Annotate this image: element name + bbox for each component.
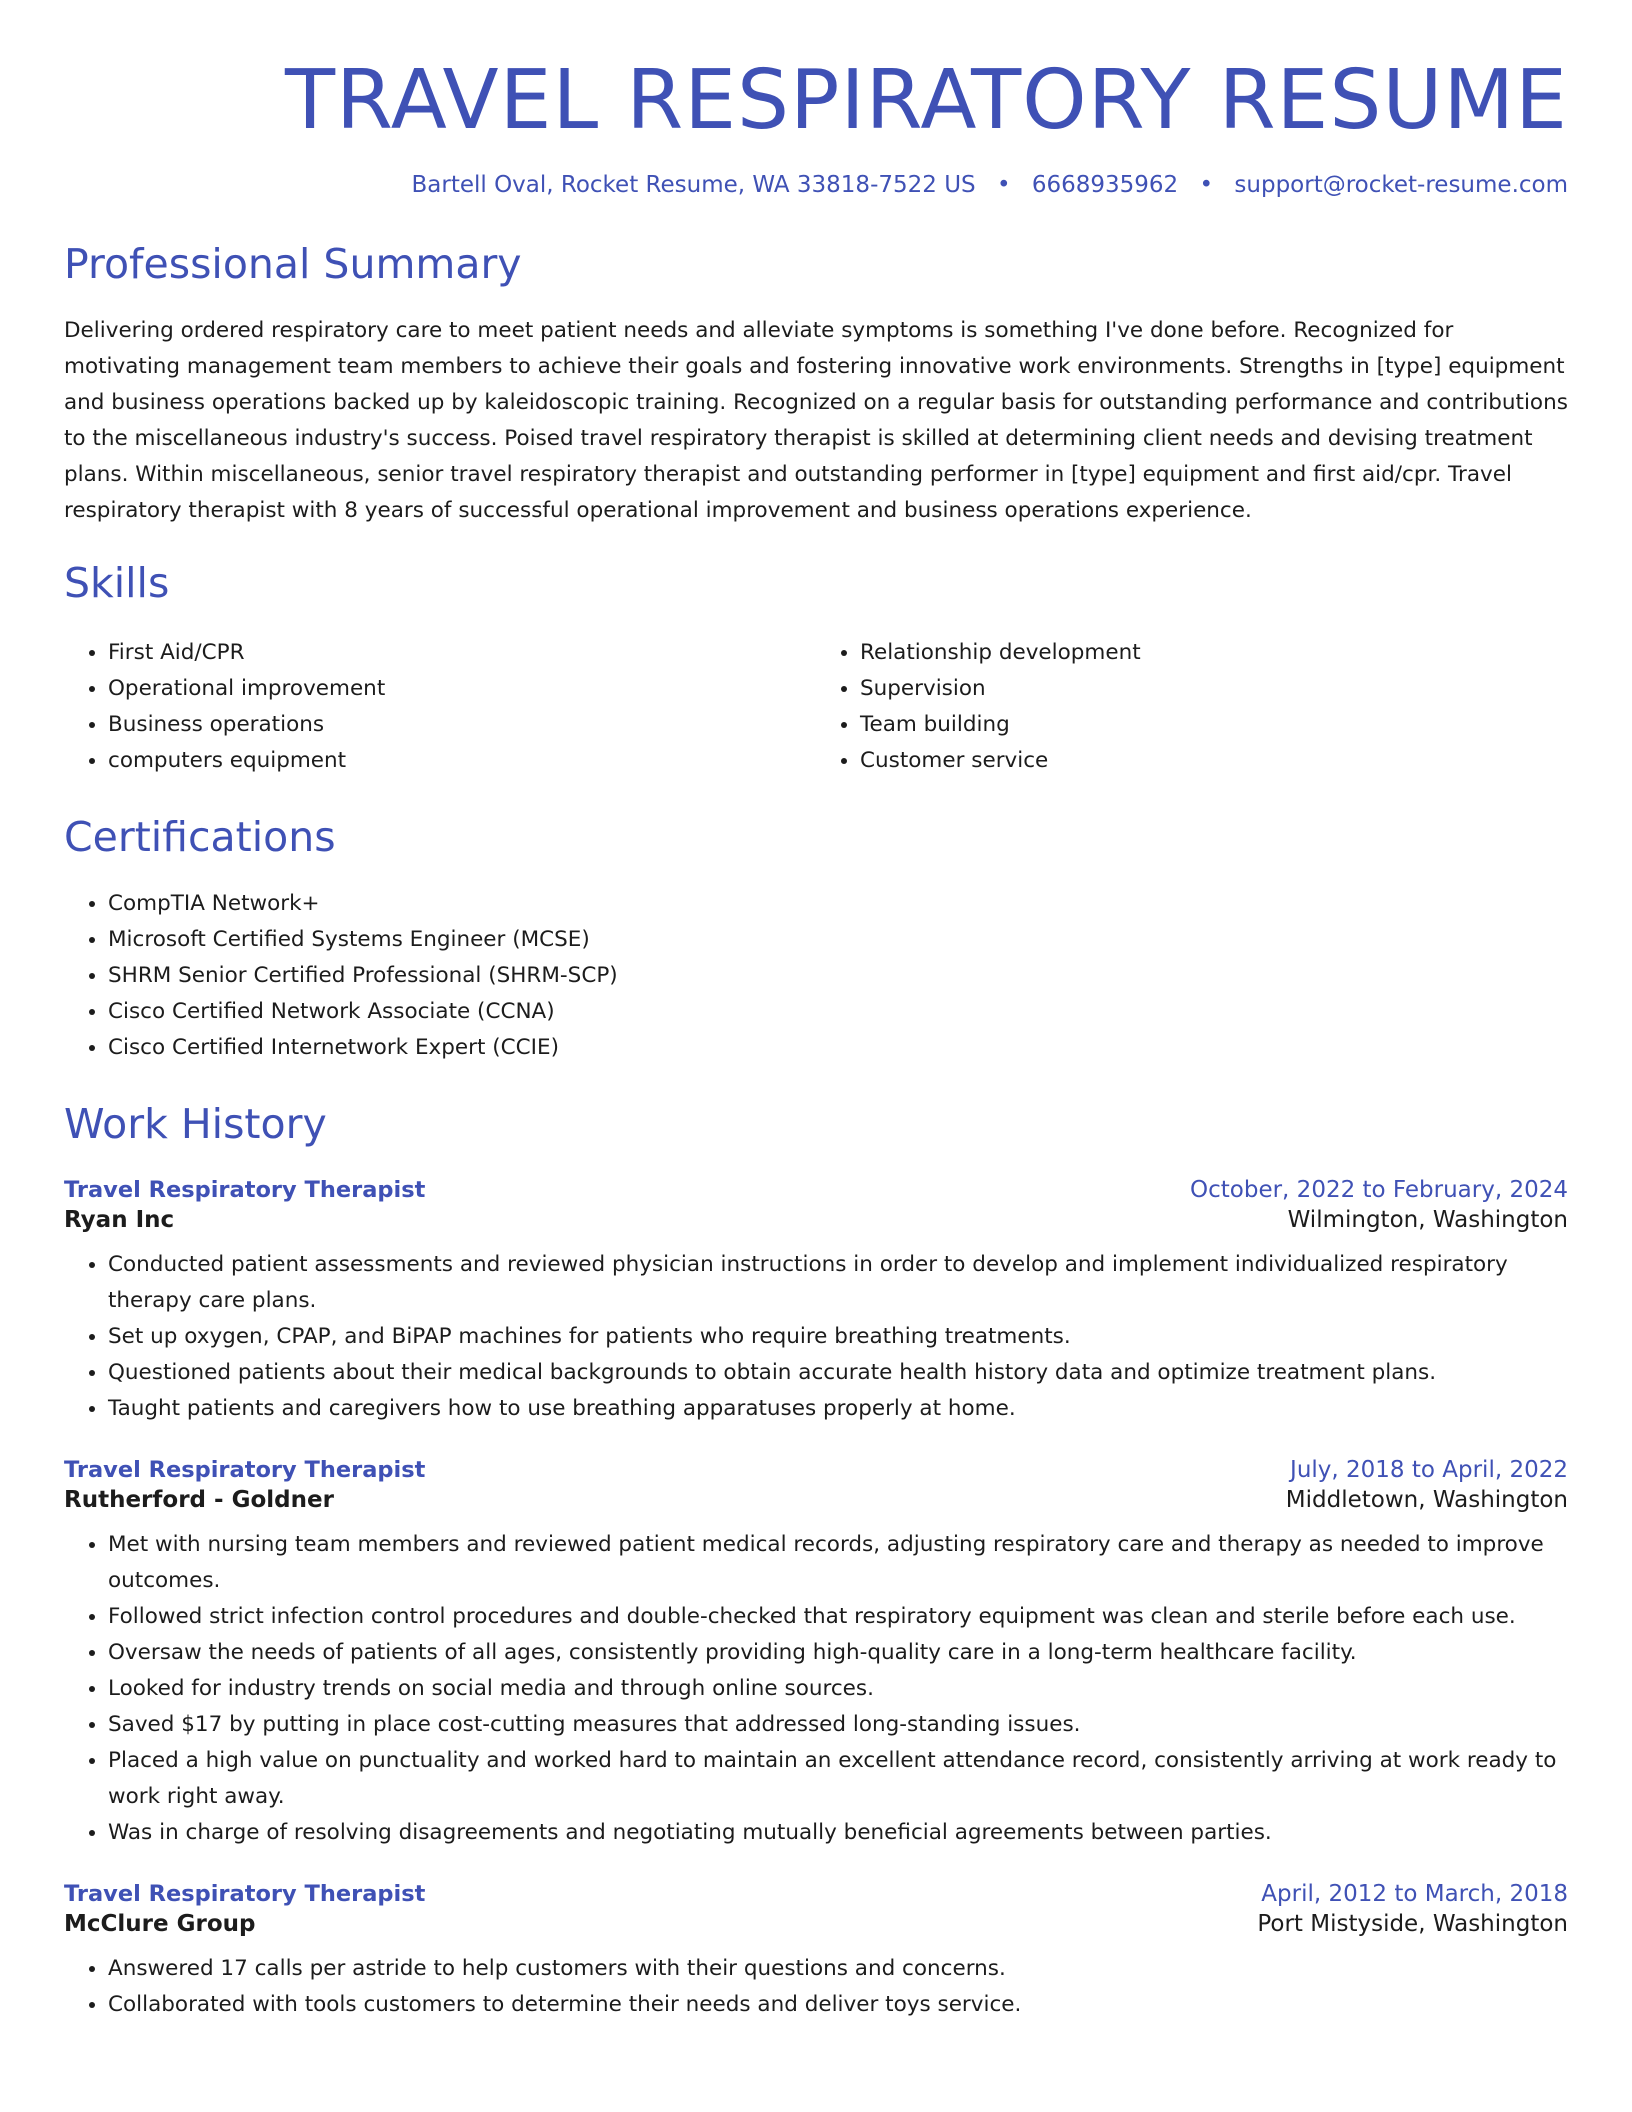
job-bullets xyxy=(64,1951,1568,2023)
list-item: • CompTIA Network+ xyxy=(108,886,1568,922)
list-item: • Answered 17 calls per astride to help customers with their questions and concerns. xyxy=(108,1951,1568,1987)
list-item: • Conducted patient assessments and reviewed physician instructions in order to develop and implement individualized respiratory therapy care plans. xyxy=(108,1247,1568,1319)
list-item: • Cisco Certified Network Associate (CCNA) xyxy=(108,994,1568,1030)
resume-title: TRAVEL RESPIRATORY RESUME xyxy=(284,53,1568,148)
skills-list-right xyxy=(816,635,1568,779)
job-location: Port Mistyside, Washington xyxy=(1257,1910,1568,1937)
company-name: McClure Group xyxy=(64,1910,256,1937)
list-item: • Microsoft Certified Systems Engineer (MCSE) xyxy=(108,922,1568,958)
list-item: • Saved $17 by putting in place cost-cutting measures that addressed long-standing issues. xyxy=(108,1707,1568,1743)
skills-grid xyxy=(64,635,1568,779)
list-item: • Oversaw the needs of patients of all ages, consistently providing high-quality care in a long-term healthcare facility. xyxy=(108,1635,1568,1671)
job-location: Middletown, Washington xyxy=(1285,1486,1568,1513)
list-item: • Operational improvement xyxy=(108,671,816,707)
job-title: Travel Respiratory Therapist xyxy=(64,1176,426,1203)
separator-dot: • xyxy=(1199,172,1214,199)
separator-dot: • xyxy=(996,172,1011,199)
list-item: • SHRM Senior Certified Professional (SHRM-SCP) xyxy=(108,958,1568,994)
section-heading-certifications: Certifications xyxy=(64,812,336,861)
list-item: • Was in charge of resolving disagreements and negotiating mutually beneficial agreements between parties. xyxy=(108,1815,1568,1851)
contact-line xyxy=(64,172,1568,198)
job-entry xyxy=(64,1177,1568,1427)
address: Bartell Oval, Rocket Resume, WA 33818-7522 US xyxy=(411,172,976,199)
list-item: • Followed strict infection control procedures and double-checked that respiratory equipment was clean and sterile before each use. xyxy=(108,1599,1568,1635)
section-heading-skills: Skills xyxy=(64,559,170,608)
job-dates: July, 2018 to April, 2022 xyxy=(1290,1456,1568,1483)
job-bullets xyxy=(64,1247,1568,1427)
phone: 6668935962 xyxy=(1031,172,1179,199)
certifications-list xyxy=(64,886,1568,1066)
section-heading-summary: Professional Summary xyxy=(64,240,522,289)
summary-text: Delivering ordered respiratory care to meet patient needs and alleviate symptoms is something I've done before. Recognized for motivating management team members to achieve their goals and fostering innovative work environments. Strengths in [type] equipment and business operations backed up by kaleidoscopic training. Recognized on a regular basis for outstanding performance and contributions to the miscellaneous industry's success. Poised travel respiratory therapist is skilled at determining client needs and devising treatment plans. Within miscellaneous, senior travel respiratory therapist and outstanding performer in [type] equipment and first aid/cpr. Travel respiratory therapist with 8 years of successful operational improvement and business operations experience. xyxy=(64,318,1568,524)
list-item: • computers equipment xyxy=(108,743,816,779)
list-item: • Questioned patients about their medical backgrounds to obtain accurate health history data and optimize treatment plans. xyxy=(108,1355,1568,1391)
job-location: Wilmington, Washington xyxy=(1287,1206,1568,1233)
job-title: Travel Respiratory Therapist xyxy=(64,1880,426,1907)
list-item: • Set up oxygen, CPAP, and BiPAP machines for patients who require breathing treatments. xyxy=(108,1319,1568,1355)
list-item: • Cisco Certified Internetwork Expert (CCIE) xyxy=(108,1030,1568,1066)
list-item: • Supervision xyxy=(860,671,1568,707)
list-item: • Looked for industry trends on social media and through online sources. xyxy=(108,1671,1568,1707)
list-item: • Taught patients and caregivers how to use breathing apparatuses properly at home. xyxy=(108,1391,1568,1427)
list-item: • Relationship development xyxy=(860,635,1568,671)
list-item: • Business operations xyxy=(108,707,816,743)
company-name: Rutherford - Goldner xyxy=(64,1486,334,1513)
list-item: • Collaborated with tools customers to determine their needs and deliver toys service. xyxy=(108,1987,1568,2023)
company-name: Ryan Inc xyxy=(64,1206,175,1233)
email-link[interactable]: support@rocket-resume.com xyxy=(1234,172,1568,199)
job-bullets xyxy=(64,1527,1568,1851)
skills-list-left xyxy=(64,635,816,779)
list-item: • Customer service xyxy=(860,743,1568,779)
job-entry xyxy=(64,1457,1568,1851)
job-dates: October, 2022 to February, 2024 xyxy=(1190,1176,1568,1203)
list-item: • Placed a high value on punctuality and worked hard to maintain an excellent attendance record, consistently arriving at work ready to work right away. xyxy=(108,1743,1568,1815)
job-dates: April, 2012 to March, 2018 xyxy=(1261,1880,1568,1907)
section-heading-work-history: Work History xyxy=(64,1099,327,1148)
list-item: • Met with nursing team members and reviewed patient medical records, adjusting respiratory care and therapy as needed to improve outcomes. xyxy=(108,1527,1568,1599)
list-item: • Team building xyxy=(860,707,1568,743)
list-item: • First Aid/CPR xyxy=(108,635,816,671)
job-entry xyxy=(64,1881,1568,2023)
job-title: Travel Respiratory Therapist xyxy=(64,1456,426,1483)
